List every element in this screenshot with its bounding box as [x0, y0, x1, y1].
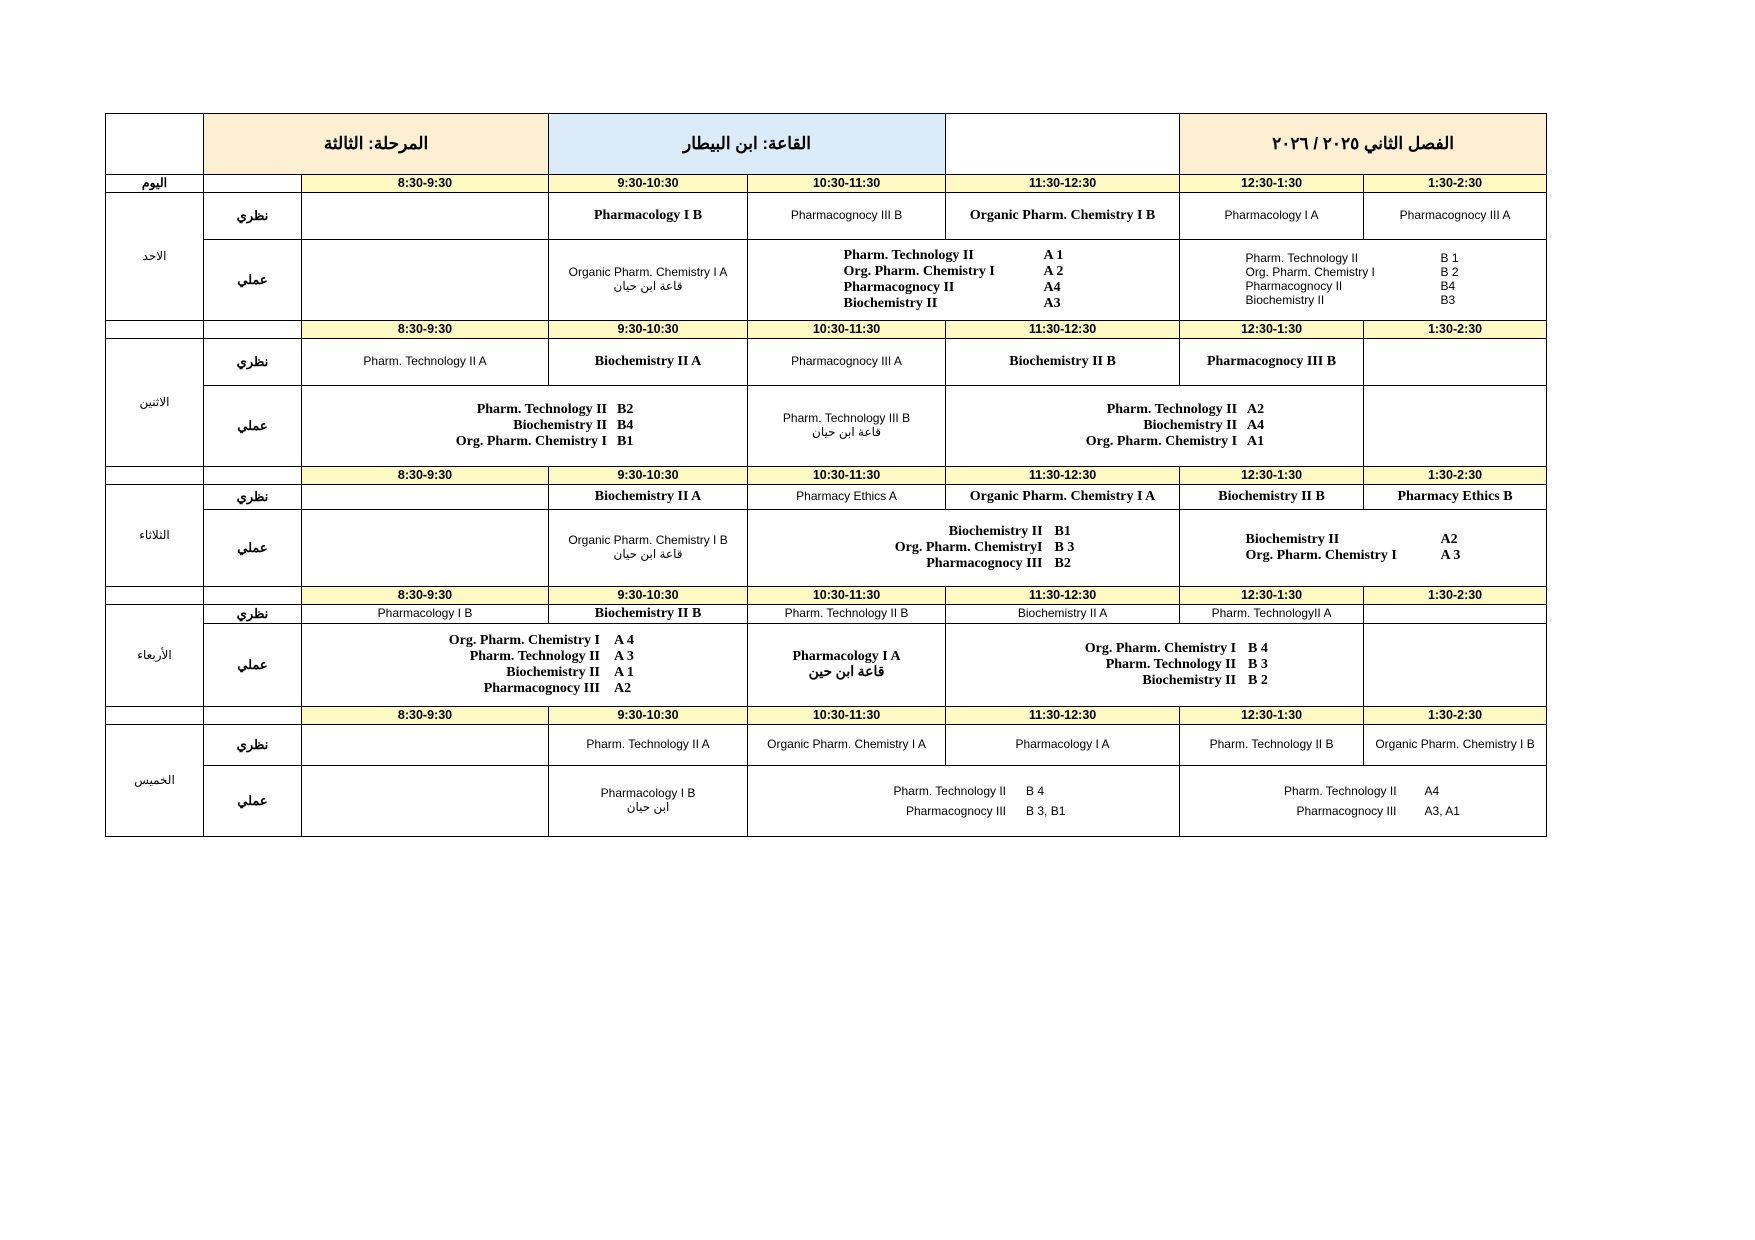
time-slot: 10:30-11:30 — [748, 321, 946, 339]
type-label-lab: عملي — [204, 240, 302, 321]
time-slot: 1:30-2:30 — [1364, 321, 1547, 339]
class-cell — [302, 193, 549, 240]
monday-theory-row — [106, 339, 1547, 386]
time-row — [106, 321, 1547, 339]
time-slot: 10:30-11:30 — [748, 707, 946, 725]
course-name: Org. Pharm. Chemistry I — [1084, 640, 1237, 656]
thursday-theory-row — [106, 725, 1547, 766]
lab-group-cell — [946, 624, 1364, 707]
lab-group-cell — [748, 510, 1180, 587]
course-name: Pharm. Technology II — [1245, 251, 1359, 266]
course-name: Pharmacognocy III — [905, 804, 1007, 818]
lab-entry — [748, 540, 1179, 556]
day-label-monday: الاثنين — [106, 339, 204, 467]
course-name: Pharm. Technology II — [843, 247, 974, 263]
lab-entry — [1180, 266, 1546, 280]
class-cell: Pharmacology I B — [549, 193, 748, 240]
course-name: Org. Pharm. ChemistryI — [894, 539, 1043, 555]
course-name: Pharmacognocy III — [483, 681, 600, 697]
course-name: Biochemistry II — [1142, 673, 1237, 689]
class-cell: Pharm. Technology II A — [302, 339, 549, 386]
lab-entry — [302, 681, 747, 697]
time-slot: 8:30-9:30 — [302, 707, 549, 725]
time-slot: 8:30-9:30 — [302, 467, 549, 485]
sunday-theory-row — [106, 193, 1547, 240]
time-row-spacer — [204, 467, 302, 485]
class-cell: Organic Pharm. Chemistry I B — [1364, 725, 1547, 766]
group-code: B3 — [1440, 292, 1456, 307]
group-code: A4 — [1247, 417, 1265, 433]
time-slot: 11:30-12:30 — [946, 467, 1180, 485]
class-cell: Organic Pharm. Chemistry I B — [946, 193, 1180, 240]
group-code: A 3 — [614, 648, 634, 664]
time-slot: 12:30-1:30 — [1180, 707, 1364, 725]
time-slot: 8:30-9:30 — [302, 175, 549, 193]
course-name: Pharmacognocy III — [1296, 804, 1397, 818]
class-cell — [748, 624, 946, 707]
group-code: A1 — [1247, 434, 1265, 450]
course-name: Pharm. Technology II — [1106, 401, 1238, 417]
lab-entry — [748, 280, 1179, 296]
semester-title: الفصل الثاني ٢٠٢٥ / ٢٠٢٦ — [1180, 114, 1547, 175]
course-name: Pharmacology I A — [792, 648, 901, 664]
header-empty-middle — [946, 114, 1180, 175]
course-name: Biochemistry II — [1245, 292, 1325, 307]
class-cell — [302, 485, 549, 510]
class-cell: Pharmacognocy III B — [748, 193, 946, 240]
time-slot: 11:30-12:30 — [946, 587, 1180, 605]
time-row-spacer — [204, 707, 302, 725]
time-slot: 9:30-10:30 — [549, 175, 748, 193]
time-row-spacer — [204, 587, 302, 605]
group-code: B2 — [1054, 556, 1071, 572]
lab-entry — [302, 418, 747, 434]
class-cell: Biochemistry II B — [946, 339, 1180, 386]
time-slot: 1:30-2:30 — [1364, 707, 1547, 725]
time-row-spacer — [106, 321, 204, 339]
time-slot: 12:30-1:30 — [1180, 175, 1364, 193]
time-row-spacer — [106, 707, 204, 725]
type-label-theory: نظري — [204, 485, 302, 510]
lab-entry — [946, 402, 1363, 418]
time-row-spacer — [204, 321, 302, 339]
course-name: Organic Pharm. Chemistry I B — [568, 533, 728, 548]
class-cell: Pharm. Technology II B — [748, 605, 946, 624]
class-cell: Organic Pharm. Chemistry I A — [946, 485, 1180, 510]
class-cell — [1364, 386, 1547, 467]
class-cell: Pharmacy Ethics A — [748, 485, 946, 510]
group-code: A4 — [1043, 280, 1061, 295]
course-name: Pharmacology I B — [600, 786, 696, 801]
class-cell — [748, 386, 946, 467]
lab-entry — [302, 434, 747, 450]
lab-group-cell — [748, 240, 1180, 321]
tuesday-lab-row — [106, 510, 1547, 587]
course-name: Biochemistry II — [948, 523, 1043, 539]
type-label-theory: نظري — [204, 605, 302, 624]
lab-entry — [748, 801, 1179, 821]
group-code: A2 — [1440, 531, 1458, 547]
class-cell: Pharm. TechnologyII A — [1180, 605, 1364, 624]
time-slot: 10:30-11:30 — [748, 175, 946, 193]
class-cell — [549, 766, 748, 837]
time-row — [106, 175, 1547, 193]
lab-entry — [946, 673, 1363, 689]
class-cell: Pharmacognocy III A — [1364, 193, 1547, 240]
lab-entry — [748, 248, 1179, 264]
group-code: B2 — [617, 401, 634, 417]
group-code: B 3 — [1054, 539, 1075, 555]
group-code: A 3 — [1440, 548, 1461, 563]
class-cell — [1364, 605, 1547, 624]
time-slot: 1:30-2:30 — [1364, 467, 1547, 485]
course-name: Pharmacognocy II — [843, 280, 955, 295]
lab-entry — [1180, 781, 1546, 801]
lab-entry — [1180, 532, 1546, 548]
tuesday-theory-row — [106, 485, 1547, 510]
group-code: B 3 — [1248, 656, 1268, 672]
course-name: Biochemistry II — [506, 665, 600, 680]
lab-entry — [946, 657, 1363, 673]
course-name: Org. Pharm. Chemistry I — [1085, 434, 1238, 450]
class-cell: Pharmacology I A — [946, 725, 1180, 766]
course-name: Org. Pharm. Chemistry I — [448, 632, 600, 648]
time-row-spacer — [106, 587, 204, 605]
class-cell — [1364, 339, 1547, 386]
course-name: Pharmacognocy II — [1245, 279, 1343, 293]
group-code: B1 — [1054, 523, 1071, 539]
wednesday-lab-row — [106, 624, 1547, 707]
lab-entry — [946, 641, 1363, 657]
lab-group-cell — [1180, 766, 1547, 837]
day-label-thursday: الخميس — [106, 725, 204, 837]
course-name: Pharm. Technology II — [476, 401, 607, 417]
group-code: A 2 — [1043, 263, 1064, 279]
class-cell: Pharmacology I A — [1180, 193, 1364, 240]
type-label-lab: عملي — [204, 766, 302, 837]
type-column-header — [204, 175, 302, 193]
course-name: Biochemistry II — [513, 417, 607, 433]
class-cell — [549, 510, 748, 587]
type-label-theory: نظري — [204, 193, 302, 240]
lab-group-cell — [946, 386, 1364, 467]
lab-entry — [302, 402, 747, 418]
room-name: قاعة ابن حيان — [812, 425, 882, 439]
time-slot: 1:30-2:30 — [1364, 175, 1547, 193]
day-label-sunday: الاحد — [106, 193, 204, 321]
class-cell: Pharmacognocy III A — [748, 339, 946, 386]
lab-group-cell — [302, 624, 748, 707]
class-cell: Organic Pharm. Chemistry I A — [748, 725, 946, 766]
group-code: B 1 — [1440, 251, 1459, 266]
thursday-lab-row — [106, 766, 1547, 837]
group-code: A 4 — [614, 632, 634, 648]
class-cell: Pharmacy Ethics B — [1364, 485, 1547, 510]
lab-entry — [748, 781, 1179, 801]
group-code: A2 — [1247, 401, 1265, 417]
class-cell: Pharm. Technology II B — [1180, 725, 1364, 766]
header-row — [106, 114, 1547, 175]
course-name: Pharm. Technology II — [1284, 783, 1397, 798]
room-name: قاعة ابن حين — [808, 665, 885, 680]
group-code: B 4 — [1026, 783, 1045, 798]
time-slot: 11:30-12:30 — [946, 707, 1180, 725]
course-name: Biochemistry II — [1245, 531, 1340, 547]
lab-entry — [302, 665, 747, 681]
lab-group-cell — [748, 766, 1180, 837]
lab-entry — [302, 649, 747, 665]
class-cell — [549, 240, 748, 321]
type-label-lab: عملي — [204, 510, 302, 587]
class-cell: Pharmacognocy III B — [1180, 339, 1364, 386]
group-code: A 1 — [614, 665, 634, 680]
lab-entry — [302, 633, 747, 649]
time-row — [106, 467, 1547, 485]
time-row-spacer — [106, 467, 204, 485]
type-label-theory: نظري — [204, 725, 302, 766]
course-name: Pharmacognocy III — [926, 556, 1043, 572]
time-slot: 10:30-11:30 — [748, 467, 946, 485]
course-name: Biochemistry II — [843, 296, 938, 312]
class-cell — [302, 510, 549, 587]
monday-lab-row — [106, 386, 1547, 467]
time-slot: 11:30-12:30 — [946, 321, 1180, 339]
day-label-tuesday: الثلاثاء — [106, 485, 204, 587]
type-label-lab: عملي — [204, 624, 302, 707]
course-name: Pharm. Technology II — [893, 783, 1007, 798]
class-cell: Biochemistry II A — [549, 339, 748, 386]
group-code: B 4 — [1248, 640, 1268, 656]
group-code: B4 — [617, 417, 634, 433]
type-label-lab: عملي — [204, 386, 302, 467]
day-label-wednesday: الأربعاء — [106, 605, 204, 707]
lab-entry — [946, 418, 1363, 434]
course-name: Pharm. Technology III B — [782, 411, 911, 426]
course-name: Org. Pharm. Chemistry I — [1245, 548, 1397, 563]
lab-entry — [748, 524, 1179, 540]
time-slot: 9:30-10:30 — [549, 321, 748, 339]
group-code: B 2 — [1440, 265, 1459, 280]
room-name: ابن حيان — [626, 800, 670, 814]
hall-title: القاعة: ابن البيطار — [549, 114, 946, 175]
lab-entry — [946, 434, 1363, 450]
time-slot: 8:30-9:30 — [302, 587, 549, 605]
type-label-theory: نظري — [204, 339, 302, 386]
course-name: Org. Pharm. Chemistry I — [1245, 265, 1375, 280]
group-code: B1 — [617, 434, 634, 450]
group-code: A2 — [614, 681, 632, 697]
class-cell — [302, 240, 549, 321]
time-row — [106, 587, 1547, 605]
lab-entry — [1180, 801, 1546, 821]
class-cell — [302, 766, 549, 837]
lab-entry — [1180, 280, 1546, 294]
group-code: A3 — [1043, 296, 1061, 312]
time-slot: 8:30-9:30 — [302, 321, 549, 339]
lab-entry — [748, 264, 1179, 280]
time-row — [106, 707, 1547, 725]
lab-group-cell — [1180, 510, 1547, 587]
time-slot: 10:30-11:30 — [748, 587, 946, 605]
class-cell — [1364, 624, 1547, 707]
time-slot: 12:30-1:30 — [1180, 467, 1364, 485]
lab-entry — [1180, 294, 1546, 308]
stage-title: المرحلة: الثالثة — [204, 114, 549, 175]
class-cell: Pharmacology I B — [302, 605, 549, 624]
lab-entry — [748, 556, 1179, 572]
class-cell: Pharm. Technology II A — [549, 725, 748, 766]
schedule-table — [105, 113, 1547, 837]
time-slot: 1:30-2:30 — [1364, 587, 1547, 605]
class-cell: Biochemistry II A — [946, 605, 1180, 624]
header-empty-left — [106, 114, 204, 175]
time-slot: 9:30-10:30 — [549, 467, 748, 485]
course-name: Org. Pharm. Chemistry I — [455, 434, 607, 450]
room-name: قاعة ابن حيان — [613, 547, 683, 561]
course-name: Organic Pharm. Chemistry I A — [568, 265, 728, 280]
time-slot: 12:30-1:30 — [1180, 587, 1364, 605]
time-slot: 9:30-10:30 — [549, 587, 748, 605]
wednesday-theory-row — [106, 605, 1547, 624]
group-code: B 3, B1 — [1026, 804, 1066, 818]
lab-entry — [1180, 252, 1546, 266]
course-name: Pharm. Technology II — [1105, 656, 1237, 672]
course-name: Pharm. Technology II — [469, 648, 600, 664]
sunday-lab-row — [106, 240, 1547, 321]
group-code: B 2 — [1248, 673, 1268, 689]
group-code: A4 — [1424, 783, 1440, 798]
room-name: قاعة ابن حيان — [613, 279, 683, 293]
lab-entry — [1180, 548, 1546, 564]
class-cell: Biochemistry II A — [549, 485, 748, 510]
class-cell — [302, 725, 549, 766]
group-code: B4 — [1440, 279, 1456, 293]
course-name: Biochemistry II — [1143, 417, 1238, 433]
day-column-header: اليوم — [106, 175, 204, 193]
class-cell: Biochemistry II B — [549, 605, 748, 624]
class-cell: Biochemistry II B — [1180, 485, 1364, 510]
time-slot: 9:30-10:30 — [549, 707, 748, 725]
time-slot: 12:30-1:30 — [1180, 321, 1364, 339]
lab-group-cell — [302, 386, 748, 467]
group-code: A3, A1 — [1424, 804, 1460, 818]
lab-group-cell — [1180, 240, 1547, 321]
group-code: A 1 — [1043, 247, 1064, 263]
lab-entry — [748, 296, 1179, 312]
time-slot: 11:30-12:30 — [946, 175, 1180, 193]
course-name: Org. Pharm. Chemistry I — [843, 263, 995, 279]
